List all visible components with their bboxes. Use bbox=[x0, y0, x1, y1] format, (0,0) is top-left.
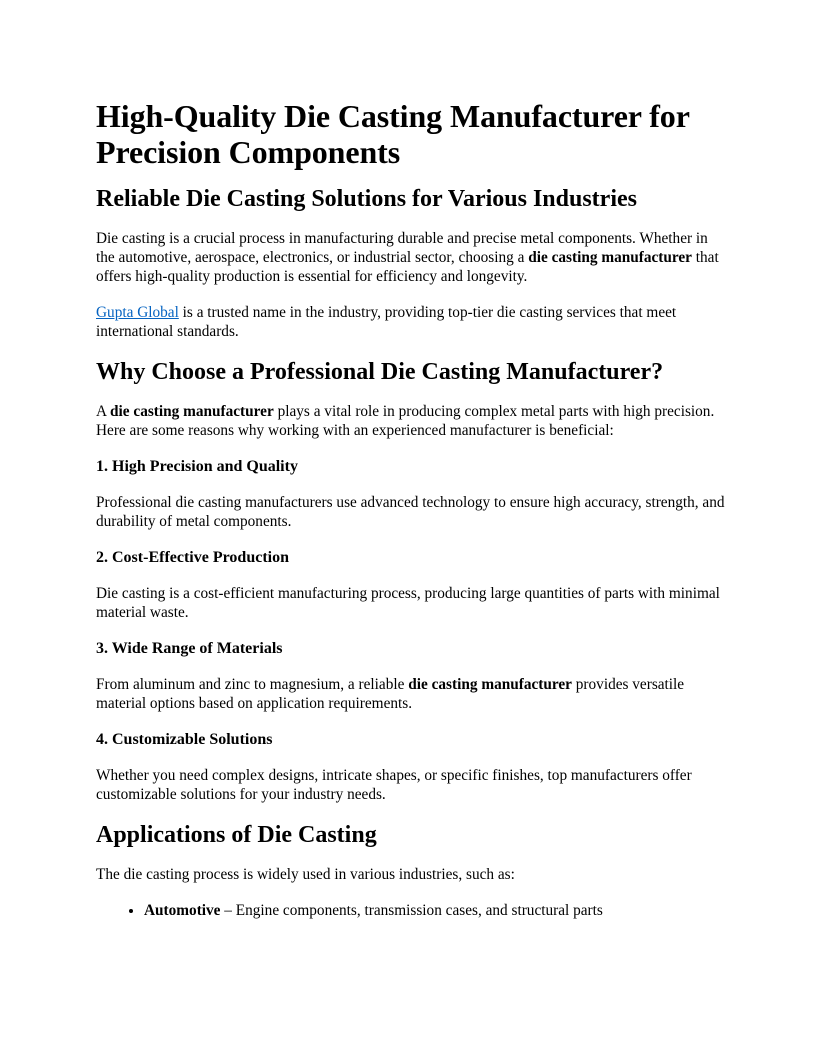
application-bold-term: Automotive bbox=[144, 902, 221, 919]
reason-2-text bbox=[96, 584, 726, 622]
why-lead-bold-term: die casting manufacturer bbox=[110, 403, 274, 420]
intro-paragraph-2 bbox=[96, 303, 726, 341]
why-lead-text-a: A bbox=[96, 403, 111, 420]
reason-3-text bbox=[96, 675, 726, 713]
intro-paragraph-1 bbox=[96, 229, 726, 286]
intro-text-a: Die casting is a crucial process in manufacturing durable and precise metal components. Whether in the automotive, aerospace, electronics, or industrial sector, choosing a bbox=[96, 230, 708, 266]
reason-4-text-a: Whether you need complex designs, intricate shapes, or specific finishes, top manufacturers offer customizable solutions for your industry needs. bbox=[96, 767, 692, 803]
list-item bbox=[144, 901, 726, 920]
why-lead-text-b: plays a vital role in producing complex metal parts with high precision. Here are some reasons why working with an experienced manufacturer is beneficial: bbox=[96, 403, 715, 439]
intro-text-b: that offers high-quality production is essential for efficiency and longevity. bbox=[96, 249, 719, 285]
document-page bbox=[96, 98, 726, 920]
reason-4-heading: 4. Customizable Solutions bbox=[96, 731, 273, 748]
reason-3-bold-term: die casting manufacturer bbox=[408, 676, 572, 693]
reason-3-heading: 3. Wide Range of Materials bbox=[96, 640, 283, 657]
reason-4-text bbox=[96, 766, 726, 804]
application-description: – Engine components, transmission cases, and structural parts bbox=[220, 902, 603, 919]
reason-1-heading: 1. High Precision and Quality bbox=[96, 458, 298, 475]
subtitle-heading: Reliable Die Casting Solutions for Various Industries bbox=[96, 186, 637, 212]
intro-paragraph-2-text: is a trusted name in the industry, providing top-tier die casting services that meet international standards. bbox=[96, 304, 677, 340]
applications-list bbox=[96, 901, 726, 920]
reason-3-text-a: From aluminum and zinc to magnesium, a reliable bbox=[96, 676, 409, 693]
reason-1-text bbox=[96, 493, 726, 531]
page-title: High-Quality Die Casting Manufacturer for Precision Components bbox=[96, 98, 690, 170]
reason-1-text-a: Professional die casting manufacturers use advanced technology to ensure high accuracy, strength, and durability of metal components. bbox=[96, 494, 725, 530]
intro-bold-term: die casting manufacturer bbox=[528, 249, 692, 266]
gupta-global-link[interactable]: Gupta Global bbox=[96, 304, 179, 321]
reason-2-text-a: Die casting is a cost-efficient manufacturing process, producing large quantities of parts with minimal material waste. bbox=[96, 585, 720, 621]
why-lead-paragraph bbox=[96, 402, 726, 440]
reason-3-text-b: provides versatile material options based on application requirements. bbox=[96, 676, 685, 712]
reason-2-heading: 2. Cost-Effective Production bbox=[96, 549, 289, 566]
applications-lead: The die casting process is widely used in various industries, such as: bbox=[96, 866, 515, 883]
why-choose-heading: Why Choose a Professional Die Casting Manufacturer? bbox=[96, 359, 664, 385]
applications-heading: Applications of Die Casting bbox=[96, 822, 377, 848]
